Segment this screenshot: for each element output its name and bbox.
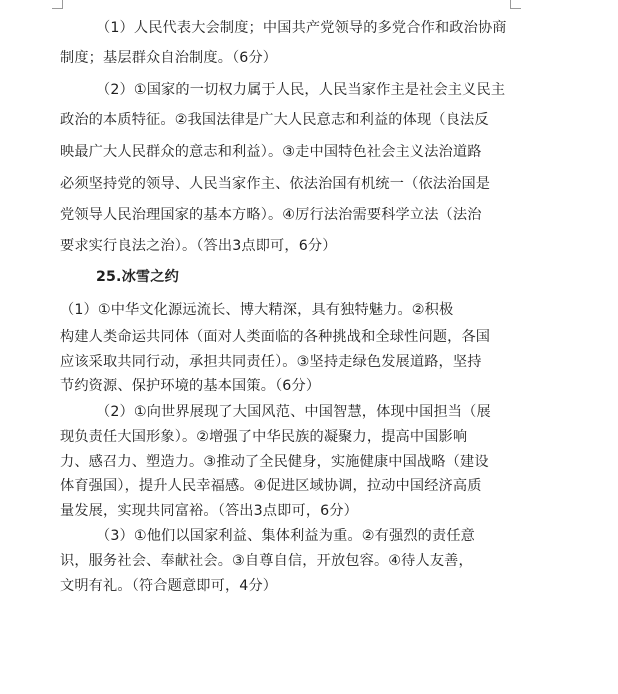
q24-part2-line-1: （2）①国家的一切权力属于人民，人民当家作主是社会主义民主 — [96, 82, 506, 98]
q24-part1-line-2: 制度；基层群众自治制度。（6分） — [60, 50, 278, 66]
q25-part2-line-2: 现负责任大国形象）。②增强了中华民族的凝聚力，提高中国影响 — [60, 429, 468, 445]
page-corner-mark-left — [52, 0, 63, 9]
q25-part2-line-4: 体育强国），提升人民幸福感。④促进区域协调，拉动中国经济高质 — [60, 478, 482, 494]
q25-part3-line-1: （3）①他们以国家利益、集体利益为重。②有强烈的责任意 — [96, 528, 476, 544]
q25-part2-line-3: 力、感召力、塑造力。③推动了全民健身，实施健康中国战略（建设 — [60, 454, 489, 470]
q25-part2-line-5: 量发展，实现共同富裕。（答出3点即可，6分） — [60, 503, 359, 519]
page-corner-mark-right — [510, 0, 521, 9]
q24-part2-line-4: 必须坚持党的领导、人民当家作主、依法治国有机统一（依法治国是 — [60, 176, 491, 192]
q24-part2-line-6: 要求实行良法之治）。（答出3点即可，6分） — [60, 238, 337, 254]
q25-part2-line-1: （2）①向世界展现了大国风范、中国智慧，体现中国担当（展 — [96, 404, 491, 420]
q24-part1-line-1: （1）人民代表大会制度；中国共产党领导的多党合作和政治协商 — [96, 20, 507, 36]
q25-part1-line-2: 构建人类命运共同体（面对人类面临的各种挑战和全球性问题，各国 — [60, 329, 491, 345]
q24-part2-line-2: 政治的本质特征。②我国法律是广大人民意志和利益的体现（良法反 — [60, 112, 489, 128]
q24-part2-line-5: 党领导人民治理国家的基本方略）。④厉行法治需要科学立法（法治 — [60, 207, 482, 223]
q25-part1-line-1: （1）①中华文化源远流长、博大精深，具有独特魅力。②积极 — [60, 302, 454, 318]
q25-part1-line-4: 节约资源、保护环境的基本国策。（6分） — [60, 378, 321, 394]
q24-part2-line-3: 映最广大人民群众的意志和利益）。③走中国特色社会主义法治道路 — [60, 144, 482, 160]
q25-title: 25.冰雪之约 — [96, 269, 179, 285]
q25-part1-line-3: 应该采取共同行动，承担共同责任）。③坚持走绿色发展道路，坚持 — [60, 354, 482, 370]
q25-part3-line-3: 文明有礼。（符合题意即可，4分） — [60, 578, 278, 594]
q25-part3-line-2: 识，服务社会、奉献社会。③自尊自信，开放包容。④待人友善， — [60, 553, 473, 569]
